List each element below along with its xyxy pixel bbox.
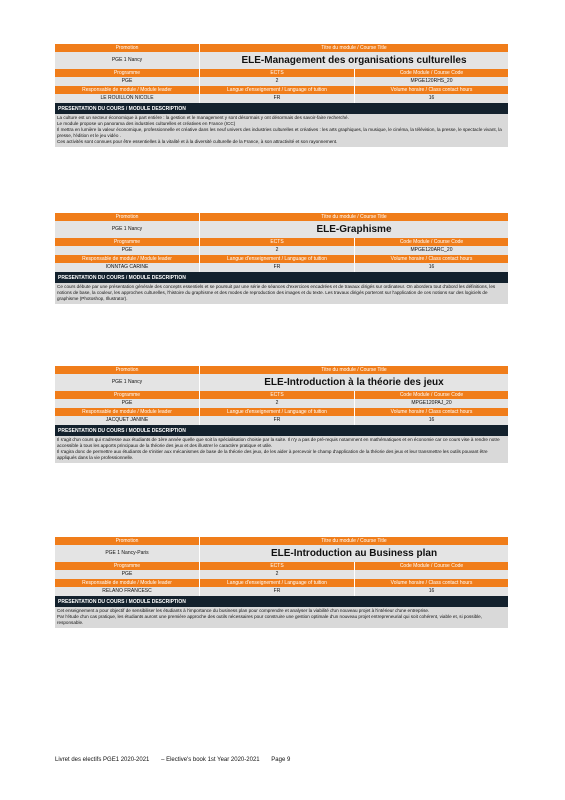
hours-value: 16: [354, 416, 508, 425]
course-description: [55, 283, 508, 304]
presentation-header: PRESENTATION DU COURS / MODULE DESCRIPTION: [55, 596, 508, 607]
promotion-header: Promotion: [55, 44, 199, 52]
footer-left-text: Livret des electifs PGE1 2020-2021: [55, 757, 150, 763]
course-block: [55, 213, 508, 304]
course-description: [55, 436, 508, 463]
course-title: ELE-Management des organisations culturelles: [199, 52, 508, 69]
course-title: ELE-Introduction à la théorie des jeux: [199, 374, 508, 391]
course-title-header: Titre du module / Course Title: [199, 44, 508, 52]
ects-value: 2: [199, 399, 354, 408]
promotion-value: PGE 1 Nancy-Paris: [55, 545, 199, 562]
programme-value: PGE: [55, 570, 199, 579]
description-paragraph: Il s'agit d'un cours qui s'adresse aux étudiants de 1ère année quelle que soit la spécialisation choisie par la suite. Il n'y a pas de pré-requis notamment en mathématiques et en économie car ce cours vise à rendre notre accessible à tous les apports principaux de la théorie des jeux et des illustrer le caractère pratique et utile.: [57, 437, 500, 448]
description-paragraph: Il mettra en lumière la valeur économique, professionnelle et créative dans les neuf univers des industries culturelles et créatives : les arts graphiques, la musique, le cinéma, la télévision, la presse, le spectacle vivant, la presse, l'édition et le jeu vidéo .: [57, 126, 502, 138]
course-title-header: Titre du module / Course Title: [199, 537, 508, 545]
programme-header: Programme: [55, 69, 199, 77]
course-title-header: Titre du module / Course Title: [199, 366, 508, 374]
promotion-value: PGE 1 Nancy: [55, 374, 199, 391]
language-value: FR: [199, 416, 354, 425]
course-description: [55, 607, 508, 628]
promotion-value: PGE 1 Nancy: [55, 221, 199, 238]
code-value: [354, 570, 508, 579]
course-title: ELE-Introduction au Business plan: [199, 545, 508, 562]
programme-value: PGE: [55, 399, 199, 408]
hours-value: 16: [354, 94, 508, 103]
course-block: [55, 366, 508, 463]
language-header: Langue d'enseignement / Language of tuition: [199, 255, 354, 263]
description-paragraph: Ces activités sont connues pour être essentielles à la vitalité et à la diversité culturelle de la France, à son attractivité et son rayonnement.: [57, 138, 338, 144]
ects-header: ECTS: [199, 562, 354, 570]
description-paragraph: Cet enseignement a pour objectif de sensibiliser les étudiants à l'importance du business plan pour comprendre et analyser la viabilité d'un nouveau projet à l'intérieur d'une entreprise.: [57, 608, 430, 613]
promotion-header: Promotion: [55, 366, 199, 374]
language-header: Langue d'enseignement / Language of tuition: [199, 579, 354, 587]
ects-value: 2: [199, 246, 354, 255]
code-header: Code Module / Course Code: [354, 391, 508, 399]
presentation-header: PRESENTATION DU COURS / MODULE DESCRIPTION: [55, 103, 508, 114]
leader-value: RELANO FRANCESC: [55, 587, 199, 596]
page-footer: [55, 757, 300, 763]
promotion-header: Promotion: [55, 213, 199, 221]
leader-header: Responsable de module / Module leader: [55, 86, 199, 94]
course-block: [55, 537, 508, 628]
language-header: Langue d'enseignement / Language of tuition: [199, 408, 354, 416]
code-header: Code Module / Course Code: [354, 69, 508, 77]
page-number: Page 9: [271, 757, 291, 763]
hours-value: 16: [354, 587, 508, 596]
language-value: FR: [199, 587, 354, 596]
description-paragraph: La culture est un secteur économique à part entière : la gestion et le management y sont désormais y ont désormais des savoir-faire recherché.: [57, 115, 349, 120]
leader-value: LE ROUILLON NICOLE: [55, 94, 199, 103]
programme-header: Programme: [55, 562, 199, 570]
programme-value: PGE: [55, 77, 199, 86]
description-paragraph: Par l'étude d'un cas pratique, les étudiants auront une première approche des outils nécessaires pour construire une gestion optimale d'un nouveau projet entrepreneurial qui soit cohérent, viable et, si possible, responsable.: [57, 613, 483, 625]
code-value: MPGE120RHS_20: [354, 77, 508, 86]
promotion-value: PGE 1 Nancy: [55, 52, 199, 69]
course-title-header: Titre du module / Course Title: [199, 213, 508, 221]
leader-value: IONNTAG CARINE: [55, 263, 199, 272]
code-value: MPGE120PAJ_20: [354, 399, 508, 408]
leader-value: JACQUET JANINE: [55, 416, 199, 425]
code-value: MPGE120ARC_20: [354, 246, 508, 255]
hours-header: Volume horaire / Class contact hours: [354, 255, 508, 263]
hours-header: Volume horaire / Class contact hours: [354, 86, 508, 94]
programme-value: PGE: [55, 246, 199, 255]
hours-value: 16: [354, 263, 508, 272]
leader-header: Responsable de module / Module leader: [55, 255, 199, 263]
programme-header: Programme: [55, 238, 199, 246]
footer-middle-text: – Elective's book 1st Year 2020-2021: [161, 757, 260, 763]
code-header: Code Module / Course Code: [354, 562, 508, 570]
ects-header: ECTS: [199, 69, 354, 77]
promotion-header: Promotion: [55, 537, 199, 545]
course-block: [55, 44, 508, 147]
course-description: [55, 114, 508, 147]
ects-value: 2: [199, 570, 354, 579]
language-value: FR: [199, 94, 354, 103]
programme-header: Programme: [55, 391, 199, 399]
presentation-header: PRESENTATION DU COURS / MODULE DESCRIPTION: [55, 272, 508, 283]
course-title: ELE-Graphisme: [199, 221, 508, 238]
hours-header: Volume horaire / Class contact hours: [354, 579, 508, 587]
language-value: FR: [199, 263, 354, 272]
leader-header: Responsable de module / Module leader: [55, 579, 199, 587]
language-header: Langue d'enseignement / Language of tuition: [199, 86, 354, 94]
ects-header: ECTS: [199, 391, 354, 399]
description-paragraph: Il s'agira donc de permettre aux étudiants de s'initier aux mécanismes de base de la théorie des jeux, de les aider à percevoir le champ d'application de la théorie des jeux et leur transmettre les outils pouvant être appliqués dans la vie professionnelle.: [57, 448, 488, 460]
code-header: Code Module / Course Code: [354, 238, 508, 246]
presentation-header: PRESENTATION DU COURS / MODULE DESCRIPTION: [55, 425, 508, 436]
ects-value: 2: [199, 77, 354, 86]
leader-header: Responsable de module / Module leader: [55, 408, 199, 416]
ects-header: ECTS: [199, 238, 354, 246]
description-paragraph: Le module propose un panorama des industries culturelles et créatives en France (ICC): [57, 120, 236, 126]
hours-header: Volume horaire / Class contact hours: [354, 408, 508, 416]
description-paragraph: Ce cours débute par une présentation générale des concepts essentiels et se poursuit par une série de séances d'exercices encadrées et de travaux dirigés sur ordinateur. On abordera tout d'abord les définitions, les notions de base, la couleur, les approches culturelles, l'histoire du graphisme et des modes de reproduction des images et du texte. Les travaux dirigés porteront sur l'application de ces notions sur des logiciels de graphisme (Photoshop, Illustrator).: [57, 284, 496, 301]
